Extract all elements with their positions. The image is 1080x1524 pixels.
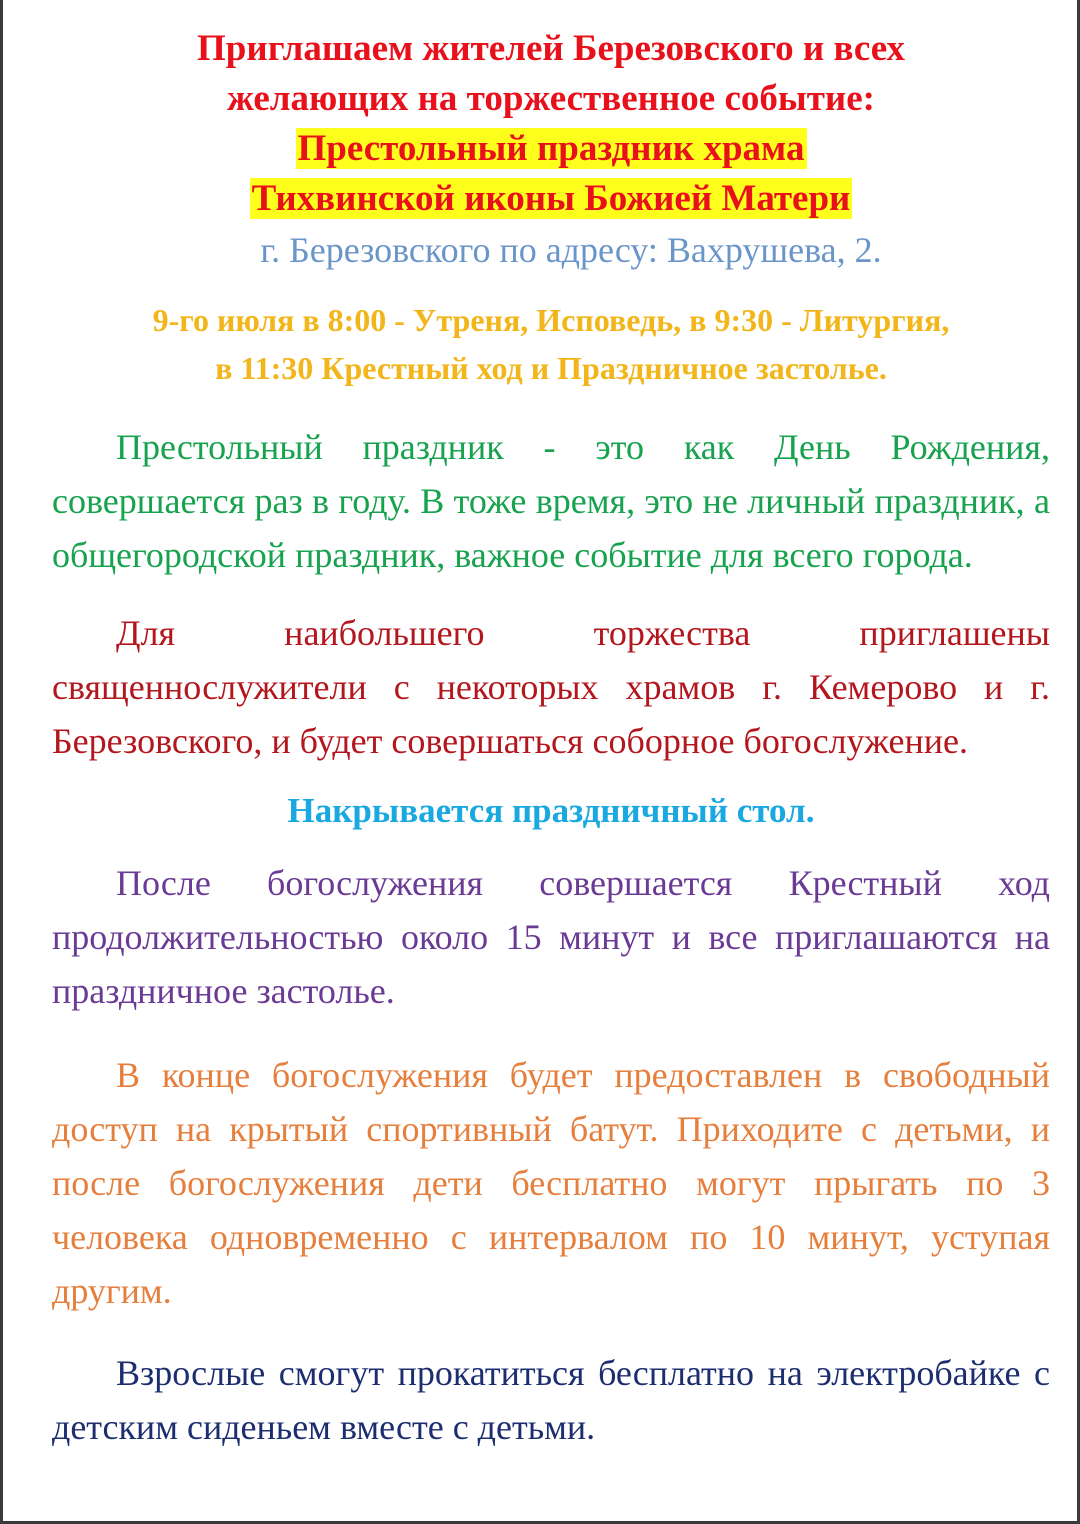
- invitation-title-line-1: Приглашаем жителей Березовского и всех: [197, 28, 905, 69]
- paragraph-trampoline: В конце богослужения будет предоставлен в свободный доступ на крытый спортивный батут. Приходите с детьми, и после богослужения дети бесплатно могут прыгать по 3 человека одновременно с интервалом по 10 минут, уступая другим.: [52, 1055, 1050, 1311]
- schedule-line-2: в 11:30 Крестный ход и Праздничное застолье.: [215, 350, 887, 386]
- paragraph-clergy: Для наибольшего торжества приглашены священнослужители с некоторых храмов г. Кемерово и г. Березовского, и будет совершаться соборное богослужение.: [52, 613, 1050, 761]
- feast-title-line-1: [52, 124, 1050, 174]
- feast-title-highlight-2: Тихвинской иконы Божией Матери: [251, 178, 851, 219]
- paragraph-procession: После богослужения совершается Крестный ход продолжительностью около 15 минут и все приглашаются на праздничное застолье.: [52, 863, 1050, 1011]
- paragraph-ebike: Взрослые смогут прокатиться бесплатно на электробайке с детским сиденьем вместе с детьми.: [52, 1353, 1050, 1447]
- church-address: г. Березовского по адресу: Вахрушева, 2.: [260, 230, 882, 270]
- invitation-title-line-2: желающих на торжественное событие:: [226, 78, 875, 119]
- feast-title-highlight-1: Престольный праздник храма: [297, 128, 805, 169]
- page-border-left: [0, 0, 3, 1524]
- schedule-line-1: 9-го июля в 8:00 - Утреня, Исповедь, в 9:30 - Литургия,: [152, 302, 950, 338]
- flyer-content: [52, 24, 1050, 1454]
- table-heading: Накрывается праздничный стол.: [287, 791, 815, 830]
- feast-title-line-2: [52, 174, 1050, 224]
- paragraph-birthday: Престольный праздник - это как День Рождения, совершается раз в году. В тоже время, это не личный праздник, а общегородской праздник, важное событие для всего города.: [52, 427, 1050, 575]
